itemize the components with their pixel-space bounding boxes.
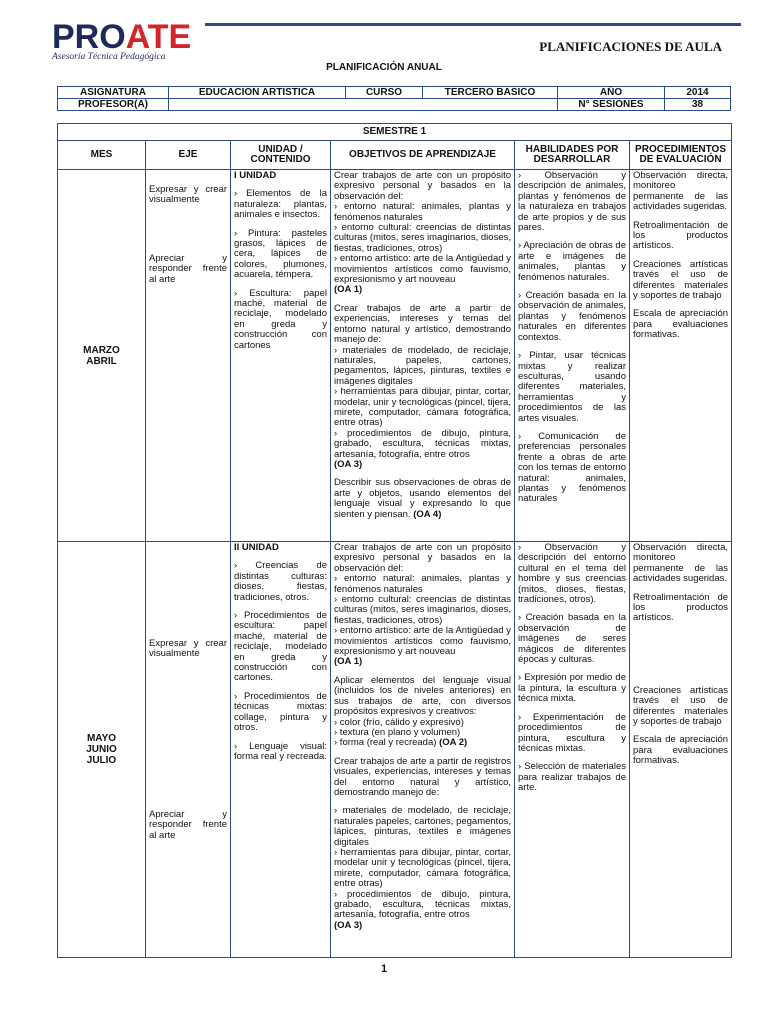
objective-item: › color (frío, cálido y expresivo)	[334, 716, 464, 728]
plan-table	[57, 123, 732, 958]
profesor-label: PROFESOR(A)	[58, 99, 169, 111]
eje-cell	[146, 170, 231, 542]
info-table	[57, 86, 731, 111]
skill-item: › Apreciación de obras de arte e imágenes de animales, plantas y fenómenos naturales.	[518, 240, 626, 283]
header-rule	[205, 23, 741, 26]
objective-item: › materiales de modelado, de reciclaje, naturales, papeles, cartones, pegamentos, lápices, pinturas, textiles e imágenes digitales	[334, 344, 511, 387]
skill-item: › Creación basada en la observación de animales, plantas y fenómenos naturales en diferentes contextos.	[518, 290, 626, 343]
objective-item: › procedimientos de dibujo, pintura, grabado, escultura, técnicas mixtas, artesanía, fotografía, entre otros	[334, 888, 511, 921]
eje-text: Expresar y crear visualmente	[149, 638, 227, 660]
evaluation-item: Escala de apreciación para evaluaciones formativas.	[633, 734, 729, 767]
objective-item: › materiales de modelado, de reciclaje, naturales papeles, cartones, pegamentos, lápices, pinturas, textiles e imágenes digitales	[334, 805, 511, 848]
objective-code: (OA 2)	[439, 737, 468, 749]
semester-row	[58, 124, 732, 141]
procedimientos-cell	[630, 170, 732, 542]
evaluation-item: Creaciones artísticas través el uso de diferentes materiales y soportes de trabajo	[633, 258, 729, 302]
objective-intro: Crear trabajos de arte con un propósito expresivo personal y basados en la observación del:	[334, 170, 511, 202]
habilidades-cell	[515, 542, 630, 958]
objective-item: › herramientas para dibujar, pintar, cortar, modelar, unir y tecnológicas (pincel, tijera, mirete, computador, cámara fotográfica, entre otras)	[334, 386, 511, 429]
month-name: ABRIL	[86, 355, 117, 367]
month-name: JULIO	[86, 755, 117, 766]
eje-text: Expresar y crear visualmente	[149, 184, 227, 206]
profesor-value	[169, 99, 558, 111]
curso-value: TERCERO BASICO	[423, 87, 558, 99]
page-number: 1	[380, 963, 388, 975]
asignatura-label: ASIGNATURA	[58, 87, 169, 99]
unidad-item: › Pintura: pasteles grasos, lápices de cera, lápices de colores, plumones, acuarela, témpera.	[234, 227, 327, 281]
logo-subtitle: Asesoría Técnica Pedagógica	[52, 52, 166, 62]
skill-item: › Observación y descripción de animales, plantas y fenómenos de la naturaleza en trabajos de arte propios y de sus pares.	[518, 170, 626, 234]
asignatura-value: EDUCACION ARTISTICA	[169, 87, 346, 99]
proate-logo	[52, 20, 192, 60]
evaluation-item: Escala de apreciación para evaluaciones formativas.	[633, 308, 729, 341]
logo-pro: PRO	[52, 18, 126, 56]
objective-item: › entorno natural: animales, plantas y fenómenos naturales	[334, 201, 511, 223]
table-row	[58, 542, 732, 958]
unidad-title: I UNIDAD	[234, 170, 277, 181]
header-title: PLANIFICACIONES DE AULA	[539, 39, 722, 54]
unidad-cell	[231, 542, 331, 958]
objective-code: (OA 3)	[334, 919, 363, 931]
eje-text: Apreciar y responder frente al arte	[149, 808, 227, 841]
objective-item: › entorno artístico: arte de la Antigüedad y movimientos artísticos como fauvismo, expresionismo y art nouveau	[334, 625, 511, 658]
evaluation-item: Observación directa, monitoreo permanente de las actividades sugeridas.	[633, 542, 729, 585]
unidad-item: › Procedimientos de escultura: papel maché, material de reciclaje, modelado en greda y construcción con cartones.	[234, 610, 327, 684]
header-unidad: UNIDAD / CONTENIDO	[231, 141, 331, 170]
objetivos-cell	[331, 170, 515, 542]
skill-item: › Experimentación de procedimientos de pintura, escultura y técnicas mixtas.	[518, 711, 626, 754]
header-row	[58, 141, 732, 170]
sesiones-label: N° SESIONES	[558, 99, 665, 111]
objective-text: Describir sus observaciones de obras de arte y objetos, usando elementos del lenguaje visual y expresando lo que sienten y piensan.	[334, 477, 511, 520]
eje-text: Apreciar y responder frente al arte	[149, 252, 227, 285]
objective-code: (OA 1)	[334, 284, 363, 296]
habilidades-cell	[515, 170, 630, 542]
objective-item: › entorno cultural: creencias de distintas culturas (mitos, seres imaginarios, dioses, fiestas, tradiciones, otros)	[334, 222, 511, 254]
procedimientos-cell	[630, 542, 732, 958]
evaluation-item: Observación directa, monitoreo permanente de las actividades sugeridas.	[633, 170, 729, 213]
objective-code: (OA 3)	[334, 458, 363, 470]
month-name: MAYO	[86, 733, 117, 744]
skill-item: › Comunicación de preferencias personales frente a obras de arte con los temas de entorno natural: animales, plantas y fenómenos naturales	[518, 430, 626, 505]
unidad-item: › Procedimientos de técnicas mixtas: collage, pintura y otros.	[234, 690, 327, 734]
objective-intro: Crear trabajos de arte a partir de registros visuales, experiencias, intereses y temas del entorno natural y artístico, demostrando manejo de:	[334, 755, 511, 798]
objective-item: › entorno natural: animales, plantas y fenómenos naturales	[334, 573, 511, 595]
skill-item: › Pintar, usar técnicas mixtas y realizar esculturas, usando diferentes materiales, herramientas y procedimientos de las artes visuales.	[518, 350, 626, 424]
table-row	[58, 170, 732, 542]
unidad-item: › Escultura: papel maché, material de reciclaje, modelado en greda y construcción con cartones	[234, 287, 327, 351]
objective-intro: Crear trabajos de arte con un propósito expresivo personal y basados en la observación del:	[334, 542, 511, 574]
eje-cell	[146, 542, 231, 958]
evaluation-item: Creaciones artísticas través el uso de diferentes materiales y soportes de trabajo	[633, 684, 729, 728]
objective-item: › procedimientos de dibujo, pintura, grabado, escultura, técnicas mixtas, artesanía, fotografía, entre otros	[334, 427, 511, 460]
logo-wordmark	[52, 20, 192, 54]
objective-item: › textura (en plano y volumen)	[334, 726, 461, 738]
objetivos-cell	[331, 542, 515, 958]
header-eje: EJE	[146, 141, 231, 170]
objective-item: › entorno artístico: arte de la Antigüedad y movimientos artísticos como fauvismo, expresionismo y art nouveau	[334, 253, 511, 286]
objective-item: › herramientas para dibujar, pintar, cortar, modelar unir y tecnológicas (pincel, tijera, mirete, computador, cámara fotográfica, entre otras)	[334, 846, 511, 890]
skill-item: › Expresión por medio de la pintura, la escultura y técnica mixta.	[518, 672, 626, 705]
info-row-2	[58, 99, 731, 111]
unidad-title: II UNIDAD	[234, 542, 279, 553]
month-name: MARZO	[83, 344, 120, 356]
semester-title: SEMESTRE 1	[58, 124, 732, 141]
curso-label: CURSO	[346, 87, 423, 99]
header-procedimientos: PROCEDIMIENTOS DE EVALUACIÓN	[630, 141, 732, 170]
unidad-cell	[231, 170, 331, 542]
skill-item: › Selección de materiales para realizar trabajos de arte.	[518, 761, 626, 794]
objective-intro: Aplicar elementos del lenguaje visual (incluidos los de niveles anteriores) en sus trabajos de arte, con diversos propósitos expresivos y creativos:	[334, 674, 511, 718]
unidad-item: › Elementos de la naturaleza: plantas, animales e insectos.	[234, 188, 327, 221]
unidad-item: › Creencias de distintas culturas: dioses, fiestas, tradiciones, otros.	[234, 560, 327, 603]
page-title: PLANIFICACIÓN ANUAL	[326, 62, 442, 73]
header-habilidades: HABILIDADES POR DESARROLLAR	[515, 141, 630, 170]
evaluation-item: Retroalimentación de los productos artísticos.	[633, 591, 729, 624]
objective-item: › entorno cultural: creencias de distintas culturas (mitos, seres imaginarios, dioses, fiestas, tradiciones, otros)	[334, 594, 511, 626]
sesiones-value: 38	[665, 99, 731, 111]
objective-code: (OA 4)	[413, 508, 442, 520]
evaluation-item: Retroalimentación de los productos artísticos.	[633, 219, 729, 252]
logo-ate: ATE	[125, 18, 192, 56]
objective-code: (OA 1)	[334, 656, 363, 668]
month-name: JUNIO	[86, 744, 117, 755]
unidad-item: › Lenguaje visual: forma real y recreada.	[234, 740, 327, 762]
objective-item: › forma (real y recreada)	[334, 737, 437, 749]
skill-item: › Creación basada en la observación de imágenes de seres mágicos de diferentes épocas y culturas.	[518, 612, 626, 666]
ano-value: 2014	[665, 87, 731, 99]
month-cell	[58, 170, 146, 542]
header-mes: MES	[58, 141, 146, 170]
info-row-1	[58, 87, 731, 99]
header-objetivos: OBJETIVOS DE APRENDIZAJE	[331, 141, 515, 170]
ano-label: AÑO	[558, 87, 665, 99]
objective-intro: Crear trabajos de arte a partir de experiencias, intereses y temas del entorno natural y artístico, demostrando manejo de:	[334, 302, 511, 346]
skill-item: › Observación y descripción del entorno cultural en el tema del hombre y sus creencias (mitos, dioses, fiestas, tradiciones, otros).	[518, 542, 626, 606]
month-cell	[58, 542, 146, 958]
